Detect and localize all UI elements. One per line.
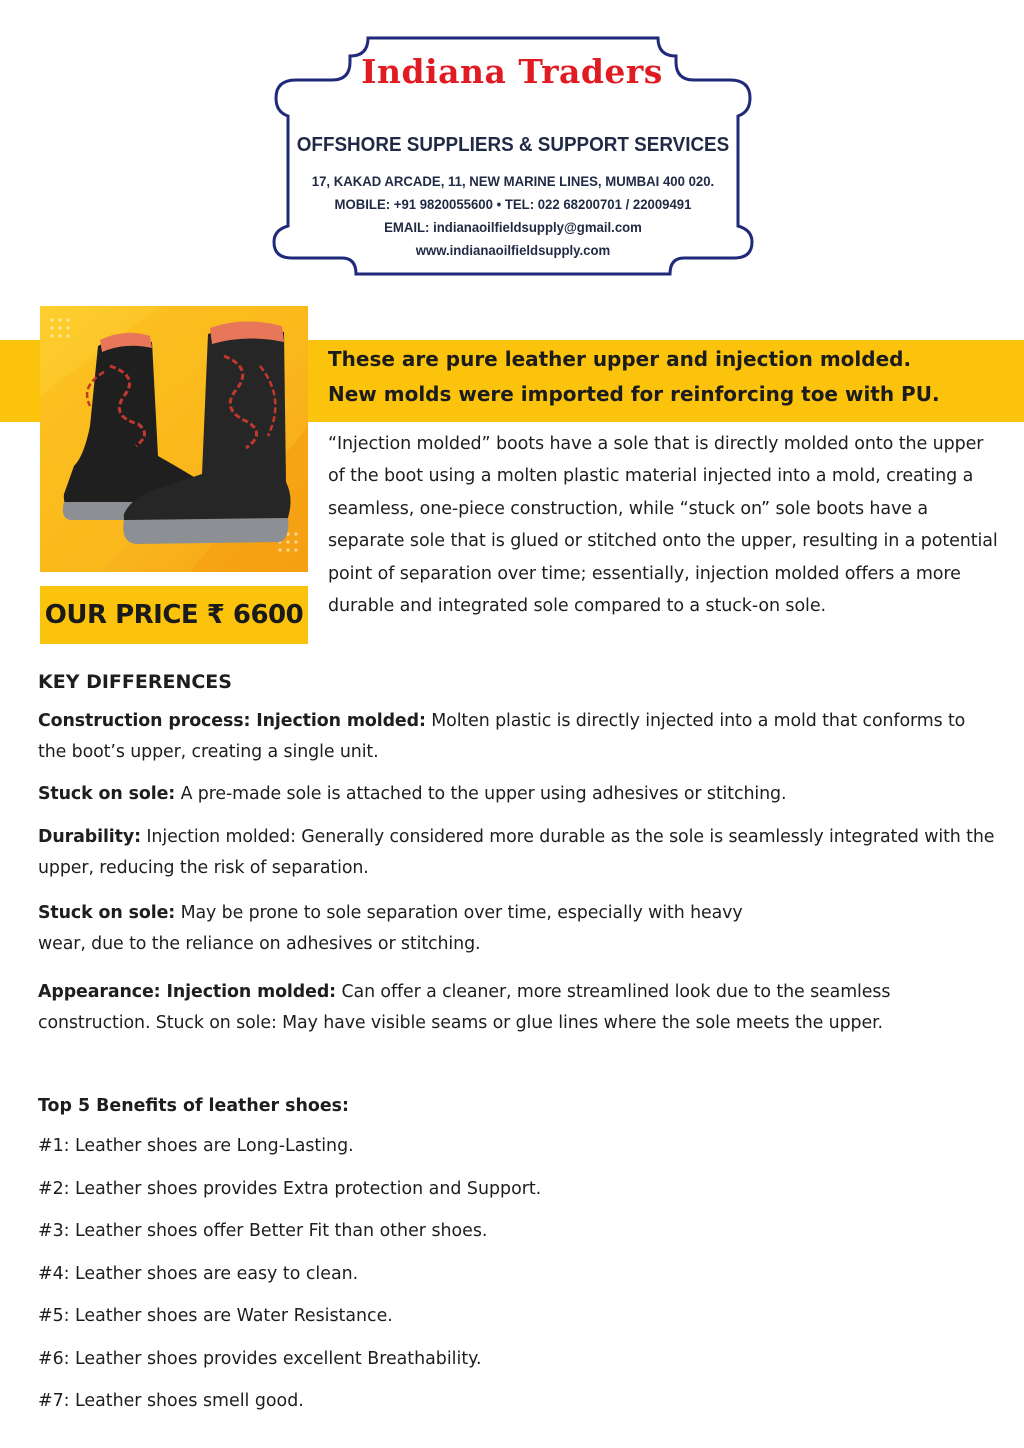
benefit-item: #6: Leather shoes provides excellent Breathability. xyxy=(38,1349,482,1369)
durability-label: Durability: xyxy=(38,827,141,847)
company-logo-title: Indiana Traders xyxy=(361,52,663,91)
benefit-item: #7: Leather shoes smell good. xyxy=(38,1391,304,1411)
construction-paragraph xyxy=(38,706,998,768)
benefits-heading: Top 5 Benefits of leather shoes: xyxy=(38,1096,349,1116)
benefit-item: #2: Leather shoes provides Extra protection and Support. xyxy=(38,1179,542,1199)
construction-text: Molten plastic is directly injected into a mold that conforms to the boot’s upper, creating a single unit. xyxy=(38,711,966,762)
headline-line-2: New molds were imported for reinforcing toe with PU. xyxy=(328,382,940,406)
price-tag: OUR PRICE ₹ 6600 xyxy=(40,586,308,644)
boots-illustration xyxy=(40,306,308,572)
headline-line-1: These are pure leather upper and injection molded. xyxy=(328,347,912,371)
key-differences-heading: KEY DIFFERENCES xyxy=(38,671,232,693)
durability-paragraph xyxy=(38,822,998,884)
email-line: EMAIL: indianaoilfieldsupply@gmail.com xyxy=(384,219,642,235)
stuck-on-sole-text-2b: wear, due to the reliance on adhesives or stitching. xyxy=(38,934,481,954)
benefit-item: #1: Leather shoes are Long-Lasting. xyxy=(38,1136,354,1156)
benefit-item: #3: Leather shoes offer Better Fit than other shoes. xyxy=(38,1221,488,1241)
phone-line: MOBILE: +91 9820055600 • TEL: 022 68200701 / 22009491 xyxy=(334,196,692,212)
durability-text: Injection molded: Generally considered more durable as the sole is seamlessly integrated with the upper, reducing the risk of separation. xyxy=(38,827,995,878)
intro-paragraph: “Injection molded” boots have a sole that is directly molded onto the upper of the boot using a molten plastic material injected into a mold, creating a seamless, one-piece construction, while “stuck on” sole boots have a separate sole that is glued or stitched onto the upper, resulting in a potential point of separation over time; essentially, injection molded offers a more durable and integrated sole compared to a stuck-on sole. xyxy=(328,434,998,617)
stuck-on-sole-text-2: May be prone to sole separation over time, especially with heavy xyxy=(175,903,743,923)
benefit-item: #5: Leather shoes are Water Resistance. xyxy=(38,1306,393,1326)
appearance-paragraph xyxy=(38,977,998,1039)
stuck-on-sole-paragraph xyxy=(38,779,998,810)
appearance-label: Appearance: Injection molded: xyxy=(38,982,337,1002)
boots-photo xyxy=(40,306,308,572)
website-line: www.indianaoilfieldsupply.com xyxy=(415,242,611,258)
stuck-on-sole-label: Stuck on sole: xyxy=(38,784,176,804)
stuck-on-sole-durability-paragraph xyxy=(38,898,998,960)
stuck-on-sole-text: A pre-made sole is attached to the upper using adhesives or stitching. xyxy=(175,784,787,804)
company-tagline: OFFSHORE SUPPLIERS & SUPPORT SERVICES xyxy=(296,133,730,156)
construction-label: Construction process: Injection molded: xyxy=(38,711,426,731)
benefit-item: #4: Leather shoes are easy to clean. xyxy=(38,1264,359,1284)
address-line: 17, KAKAD ARCADE, 11, NEW MARINE LINES, MUMBAI 400 020. xyxy=(311,173,715,189)
stuck-on-sole-label-2: Stuck on sole: xyxy=(38,903,176,923)
appearance-text: Can offer a cleaner, more streamlined look due to the seamless construction. Stuck on sole: May have visible seams or glue lines where the sole meets the upper. xyxy=(38,982,891,1033)
